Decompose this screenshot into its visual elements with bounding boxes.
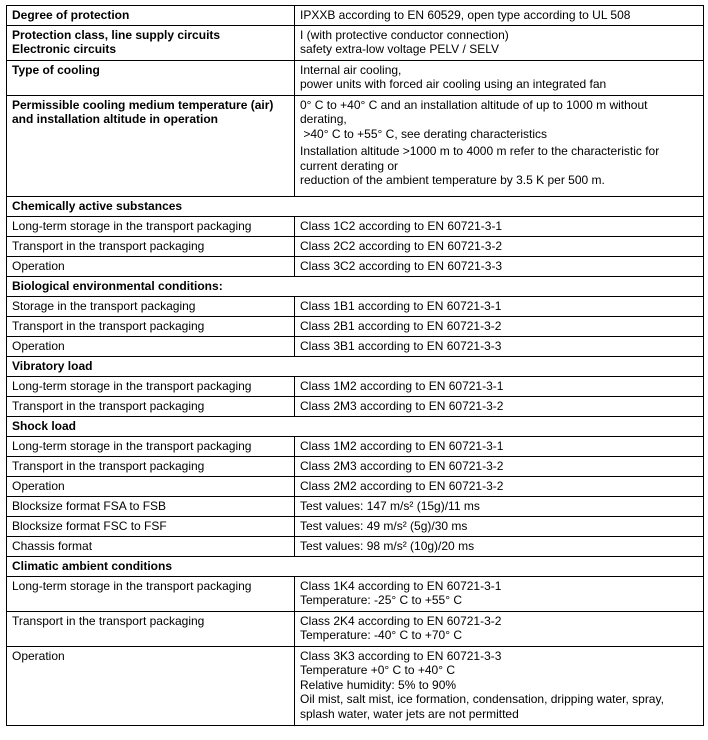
value-line: splash water, water jets are not permitted xyxy=(300,706,519,721)
row-value xyxy=(295,612,704,647)
row-label: Transport in the transport packaging xyxy=(7,612,295,647)
table-row xyxy=(7,397,704,417)
section-heading-row xyxy=(7,277,704,297)
table-row xyxy=(7,612,704,647)
row-label: Operation xyxy=(7,257,295,277)
type-of-cooling-label: Type of cooling xyxy=(7,61,295,96)
table-row xyxy=(7,96,704,197)
protection-class-value xyxy=(295,26,704,61)
table-row xyxy=(7,61,704,96)
table-row xyxy=(7,317,704,337)
cooling-value-line: Internal air cooling, xyxy=(300,63,402,77)
row-value xyxy=(295,577,704,612)
row-value: Test values: 147 m/s² (15g)/11 ms xyxy=(295,497,704,517)
electronic-circuits-value-line: safety extra-low voltage PELV / SELV xyxy=(300,42,499,57)
electronic-circuits-label-line: Electronic circuits xyxy=(12,42,117,57)
row-value xyxy=(295,647,704,726)
row-label: Transport in the transport packaging xyxy=(7,457,295,477)
row-label: Long-term storage in the transport packaging xyxy=(7,437,295,457)
shock-load-heading: Shock load xyxy=(7,417,704,437)
chemically-active-substances-heading: Chemically active substances xyxy=(7,197,704,217)
table-row xyxy=(7,497,704,517)
degree-of-protection-label: Degree of protection xyxy=(7,6,295,26)
table-row xyxy=(7,26,704,61)
cooling-temperature-value-line: current derating or xyxy=(300,158,399,173)
row-label: Operation xyxy=(7,477,295,497)
row-label: Operation xyxy=(7,647,295,726)
environmental-specifications-table xyxy=(6,5,704,726)
protection-class-label-line: Protection class, line supply circuits xyxy=(12,28,221,42)
value-line: Temperature: -40° C to +70° C xyxy=(300,628,463,643)
cooling-temperature-value xyxy=(295,96,704,197)
row-label: Transport in the transport packaging xyxy=(7,237,295,257)
degree-of-protection-value: IPXXB according to EN 60529, open type according to UL 508 xyxy=(295,6,704,26)
cooling-temperature-label-line: and installation altitude in operation xyxy=(12,112,219,127)
row-value: Class 2M2 according to EN 60721-3-2 xyxy=(295,477,704,497)
type-of-cooling-value xyxy=(295,61,704,96)
table-row xyxy=(7,437,704,457)
row-value: Class 2M3 according to EN 60721-3-2 xyxy=(295,397,704,417)
cooling-temperature-value-line: 0° C to +40° C and an installation altitude of up to 1000 m without xyxy=(300,98,648,112)
cooling-value-line: power units with forced air cooling using an integrated fan xyxy=(300,77,607,92)
row-label: Blocksize format FSA to FSB xyxy=(7,497,295,517)
row-value: Test values: 98 m/s² (10g)/20 ms xyxy=(295,537,704,557)
cooling-temperature-label-line: Permissible cooling medium temperature (air) xyxy=(12,98,274,112)
cooling-temperature-value-line: Installation altitude >1000 m to 4000 m refer to the characteristic for xyxy=(300,144,660,159)
table-row xyxy=(7,457,704,477)
row-label: Transport in the transport packaging xyxy=(7,317,295,337)
table-row xyxy=(7,517,704,537)
row-label: Chassis format xyxy=(7,537,295,557)
table-row xyxy=(7,477,704,497)
table-row xyxy=(7,647,704,726)
protection-class-label xyxy=(7,26,295,61)
row-label: Long-term storage in the transport packaging xyxy=(7,217,295,237)
value-line: Temperature: -25° C to +55° C xyxy=(300,593,463,608)
row-value: Class 1M2 according to EN 60721-3-1 xyxy=(295,437,704,457)
row-value: Class 1B1 according to EN 60721-3-1 xyxy=(295,297,704,317)
row-value: Class 2B1 according to EN 60721-3-2 xyxy=(295,317,704,337)
row-value: Class 3C2 according to EN 60721-3-3 xyxy=(295,257,704,277)
climatic-conditions-heading: Climatic ambient conditions xyxy=(7,557,704,577)
table-row xyxy=(7,577,704,612)
protection-class-value-line: I (with protective conductor connection) xyxy=(300,28,509,42)
row-label: Operation xyxy=(7,337,295,357)
row-label: Long-term storage in the transport packaging xyxy=(7,377,295,397)
section-heading-row xyxy=(7,557,704,577)
row-value: Class 2M3 according to EN 60721-3-2 xyxy=(295,457,704,477)
section-heading-row xyxy=(7,357,704,377)
table-row xyxy=(7,377,704,397)
cooling-temperature-label xyxy=(7,96,295,197)
cooling-temperature-value-line: reduction of the ambient temperature by 3.5 K per 500 m. xyxy=(300,173,605,188)
table-row xyxy=(7,537,704,557)
row-value: Class 1C2 according to EN 60721-3-1 xyxy=(295,217,704,237)
value-line: Temperature +0° C to +40° C xyxy=(300,663,456,678)
cooling-temperature-value-line: derating, xyxy=(300,112,347,127)
vibratory-load-heading: Vibratory load xyxy=(7,357,704,377)
row-label: Transport in the transport packaging xyxy=(7,397,295,417)
row-value: Class 2C2 according to EN 60721-3-2 xyxy=(295,237,704,257)
row-label: Blocksize format FSC to FSF xyxy=(7,517,295,537)
table-row xyxy=(7,257,704,277)
table-row xyxy=(7,6,704,26)
table-row xyxy=(7,337,704,357)
cooling-temperature-value-line: >40° C to +55° C, see derating characteristics xyxy=(300,126,548,141)
biological-conditions-heading: Biological environmental conditions: xyxy=(7,277,704,297)
section-heading-row xyxy=(7,417,704,437)
section-heading-row xyxy=(7,197,704,217)
table-row xyxy=(7,217,704,237)
row-value: Class 1M2 according to EN 60721-3-1 xyxy=(295,377,704,397)
value-line: Class 2K4 according to EN 60721-3-2 xyxy=(300,614,502,628)
value-line: Class 1K4 according to EN 60721-3-1 xyxy=(300,579,502,593)
table-row xyxy=(7,237,704,257)
row-label: Storage in the transport packaging xyxy=(7,297,295,317)
value-line: Class 3K3 according to EN 60721-3-3 xyxy=(300,649,502,663)
row-label: Long-term storage in the transport packaging xyxy=(7,577,295,612)
value-line: Relative humidity: 5% to 90% xyxy=(300,677,457,692)
value-line: Oil mist, salt mist, ice formation, condensation, dripping water, spray, xyxy=(300,692,664,707)
row-value: Class 3B1 according to EN 60721-3-3 xyxy=(295,337,704,357)
row-value: Test values: 49 m/s² (5g)/30 ms xyxy=(295,517,704,537)
table-row xyxy=(7,297,704,317)
